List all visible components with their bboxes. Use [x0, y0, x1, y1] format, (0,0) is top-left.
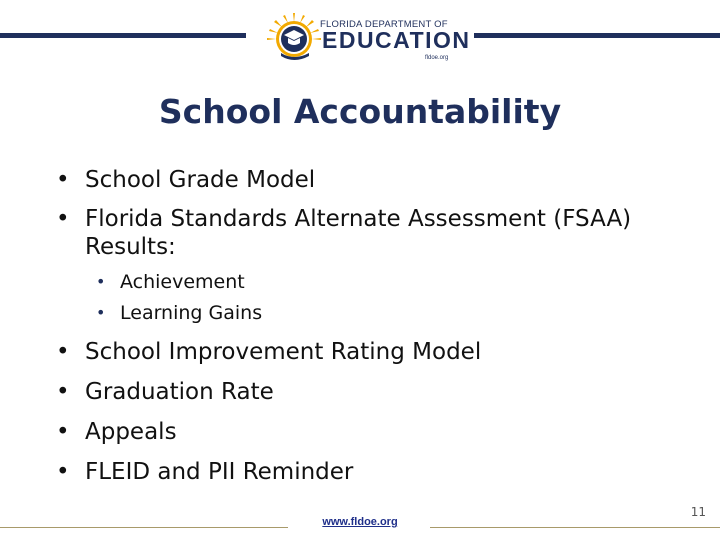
- bullet-dot-icon: •: [56, 419, 70, 445]
- bullet-item: [56, 204, 632, 234]
- page-number: 11: [690, 505, 706, 519]
- sub-bullet-item: [96, 301, 263, 325]
- bullet-item: [56, 337, 482, 367]
- footer-rule-right: [430, 527, 720, 528]
- slide-title: School Accountability: [158, 92, 562, 131]
- bullet-item: [56, 165, 316, 195]
- sub-bullet-text: Learning Gains: [120, 302, 263, 324]
- bullet-item: [56, 457, 354, 487]
- sub-bullet-item: [96, 270, 245, 294]
- footer-website-link[interactable]: www.fldoe.org: [322, 516, 398, 528]
- bullet-text: School Improvement Rating Model: [85, 339, 482, 365]
- bullet-dot-icon: •: [56, 379, 70, 405]
- bullet-text: Florida Standards Alternate Assessment (FSAA): [85, 206, 632, 232]
- bullet-item: [56, 417, 177, 447]
- sub-bullet-text: Achievement: [120, 271, 245, 293]
- sub-bullet-dot-icon: •: [96, 303, 106, 322]
- logo-department-text: FLORIDA DEPARTMENT OF: [320, 19, 448, 30]
- bullet-dot-icon: •: [56, 206, 70, 232]
- bullet-text: Results:: [85, 234, 176, 260]
- bullet-text: Appeals: [85, 419, 177, 445]
- footer-rule-left: [0, 527, 288, 528]
- bullet-dot-icon: •: [56, 167, 70, 193]
- bullet-text: FLEID and PII Reminder: [85, 459, 354, 485]
- bullet-dot-icon: •: [56, 459, 70, 485]
- logo-url-text: fldoe.org: [425, 55, 449, 61]
- logo-education-text: EDUCATION: [322, 27, 471, 53]
- bullet-continuation: [85, 232, 176, 262]
- bullet-item: [56, 377, 274, 407]
- sub-bullet-dot-icon: •: [96, 272, 106, 291]
- bullet-dot-icon: •: [56, 339, 70, 365]
- bullet-text: School Grade Model: [85, 167, 316, 193]
- bullet-text: Graduation Rate: [85, 379, 274, 405]
